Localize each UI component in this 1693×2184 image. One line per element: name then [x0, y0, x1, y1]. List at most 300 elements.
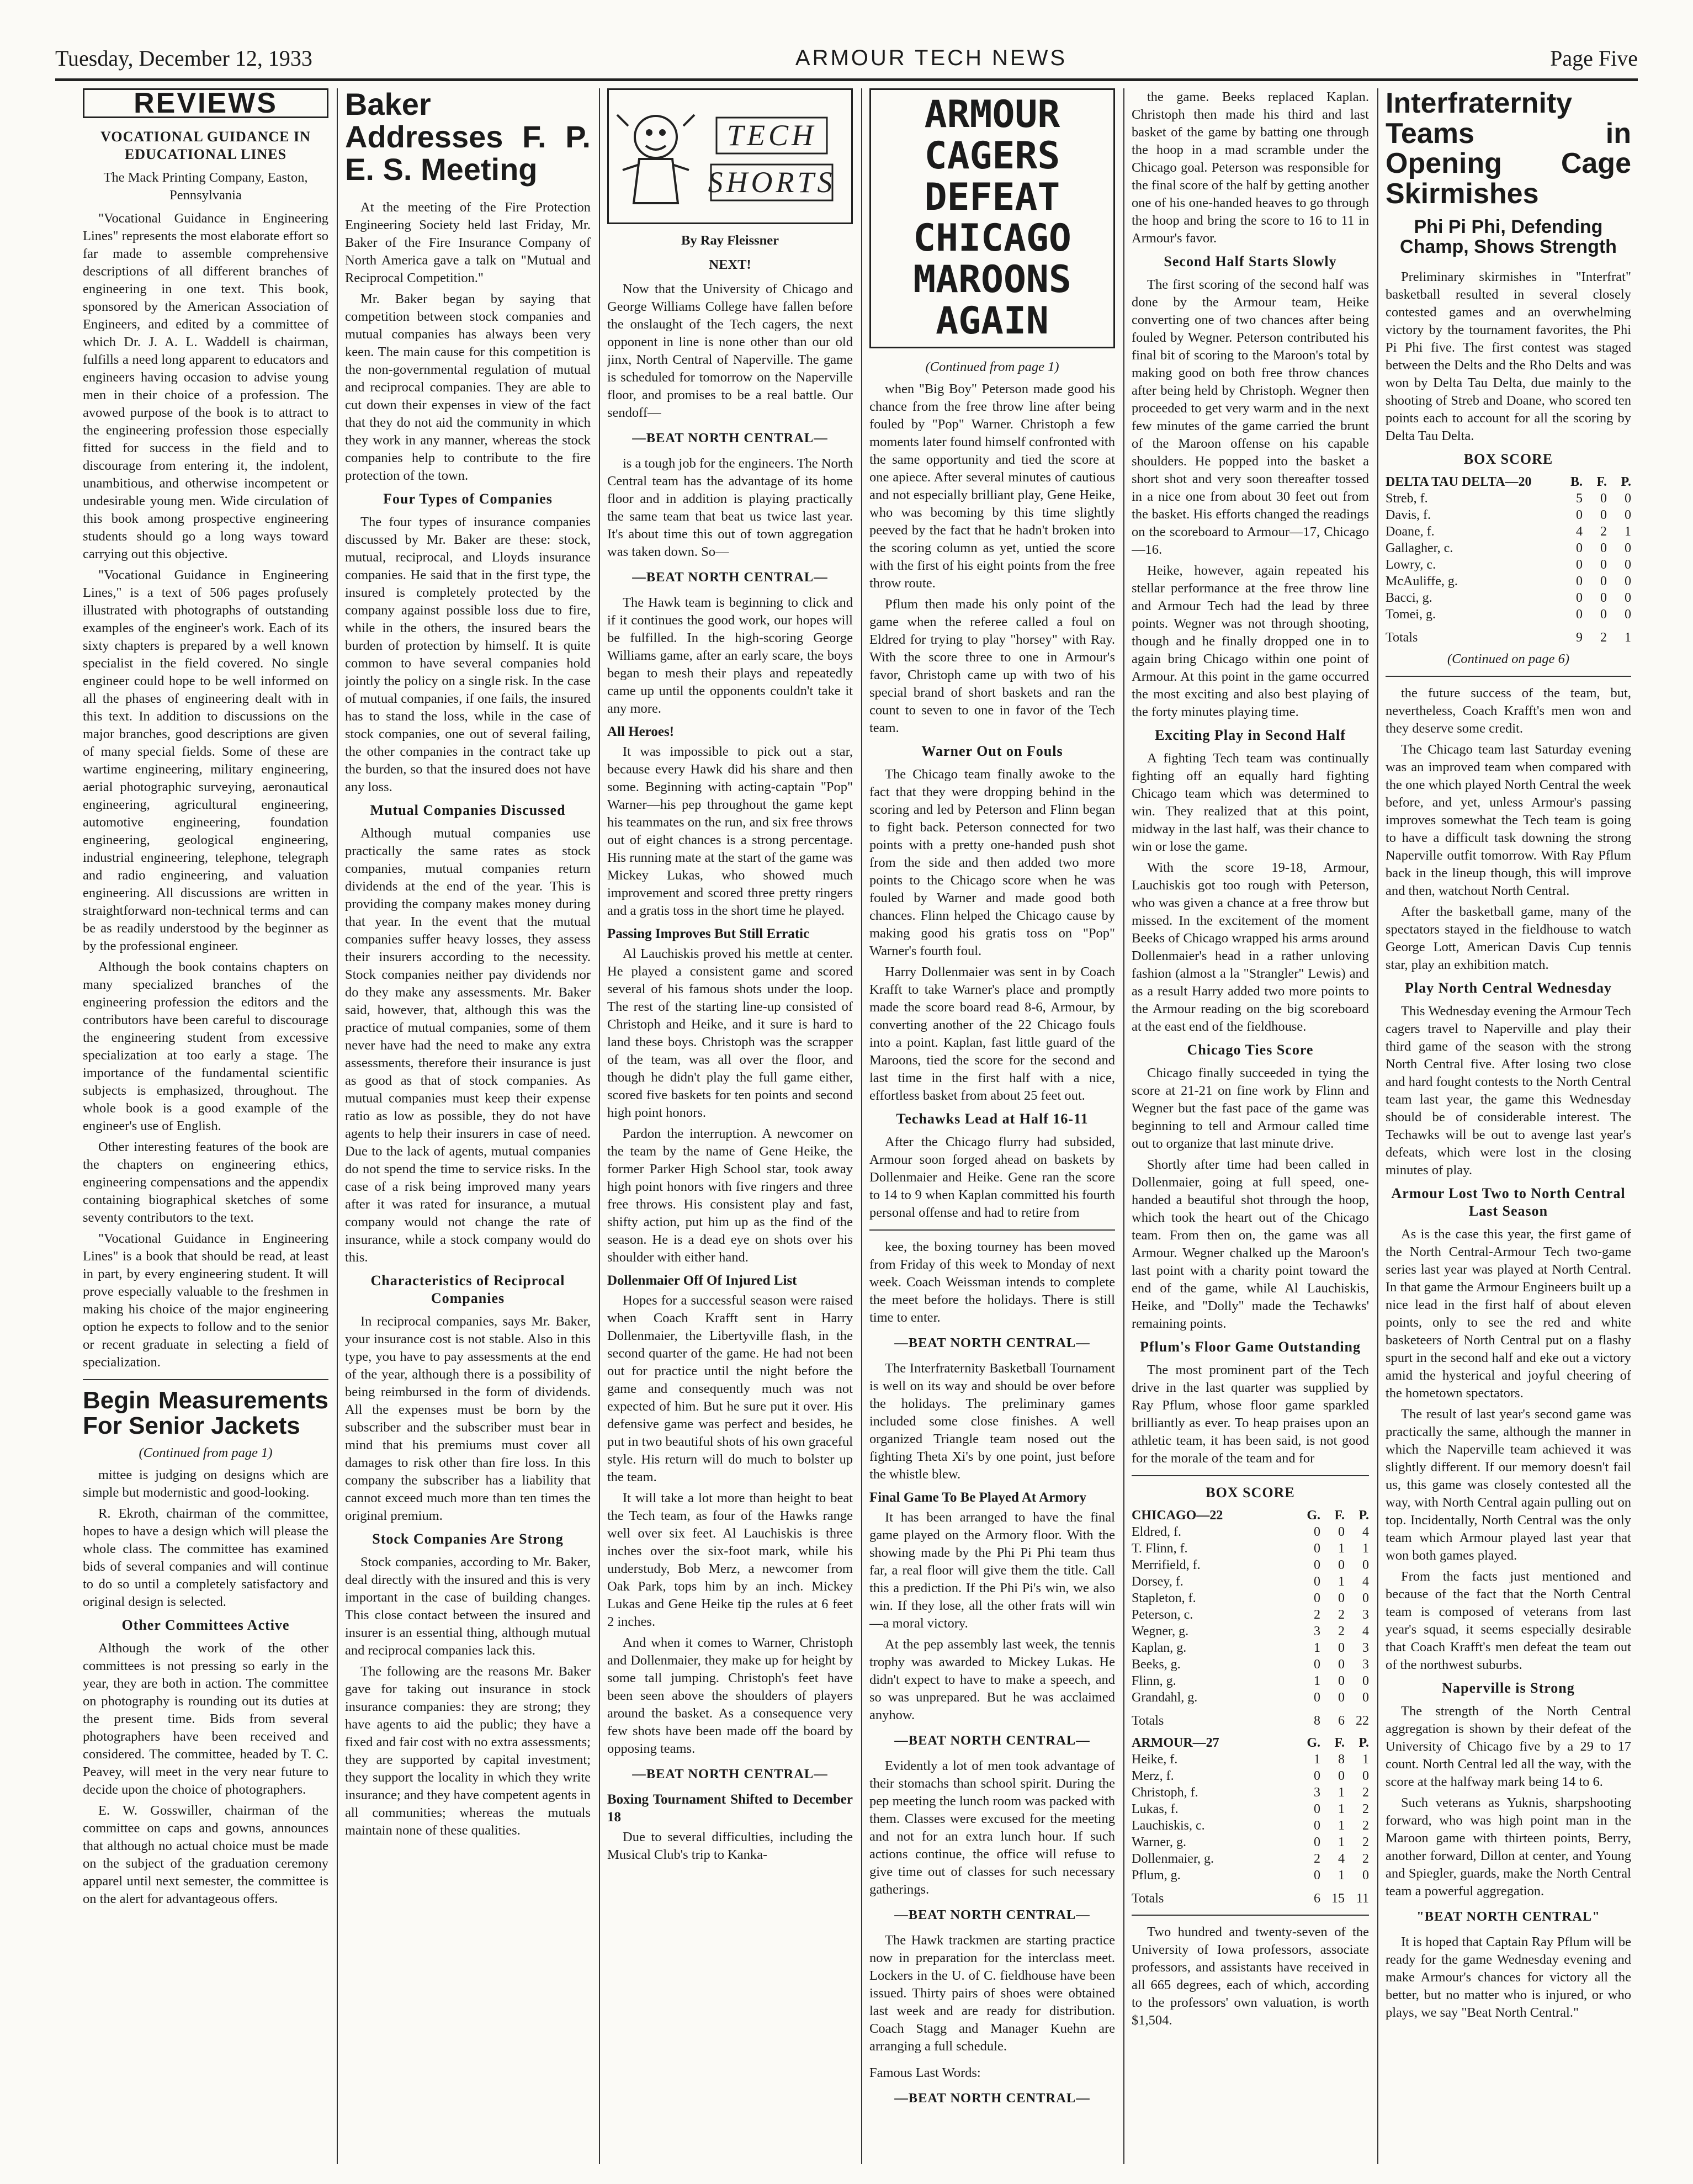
- table-header-row: [1132, 1507, 1369, 1524]
- table-row: [1132, 1817, 1369, 1834]
- player-cell: Merrifield, f.: [1132, 1558, 1201, 1572]
- paragraph: Two hundred and twenty-seven of the University of Iowa professors, associate professors, and assistants have received in all 665 degrees, each of which, according to the professors' own valuation, is worth $1,504.: [1132, 1925, 1369, 2028]
- divider: [869, 1229, 1115, 1231]
- paragraph: Hopes for a successful season were raised when Coach Krafft sent in Harry Dollenmaier, the Libertyville flash, in the second quarter of the game. He had not been out for practice until the night before the game and consequently much was not expected of him. But he sure put it over. His defensive game was perfect and besides, he put in two beautiful shots of his own graceful style. His return will do much to bolster up the team.: [607, 1293, 853, 1485]
- stat-cell: 0: [1625, 607, 1631, 622]
- stat-cell: 2: [1314, 1852, 1320, 1866]
- stat-cell: 1: [1338, 1868, 1345, 1883]
- table-row: [1386, 623, 1631, 646]
- beat-quote: "BEAT NORTH CENTRAL": [1416, 1909, 1600, 1924]
- table-row: [1386, 573, 1631, 590]
- paragraph: It will take a lot more than height to beat the Tech team, as four of the Hawks range well over six feet. Al Lauchiskis is three inches over the six-foot mark, while his understudy, Bob Merz, a newcomer from Oak Park, tops him by an inch. Mickey Lukas and Gene Heike tip the rules at 6 feet 2 inches.: [607, 1491, 853, 1629]
- table-row: [1132, 1751, 1369, 1768]
- stat-cell: 6: [1338, 1714, 1345, 1728]
- jackets-continued: (Continued from page 1): [139, 1445, 273, 1461]
- chicago-box-score: [1132, 1507, 1369, 1729]
- paragraph: "Vocational Guidance in Engineering Lines" is a book that should be read, at least in part, by every engineering student. It will prove especially valuable to the freshmen in making his choice of the major engineering option he expects to follow and to the senior or recent graduate in selecting a field of specialization.: [83, 1231, 328, 1370]
- table-row: [1132, 1607, 1369, 1623]
- dollenmaier-subhead: Dollenmaier Off Of Injured List: [607, 1273, 797, 1288]
- player-cell: Doane, f.: [1386, 524, 1435, 539]
- paragraph: Heike, however, again repeated his stellar performance at the free throw line and Armour Tech had the lead by three points. Wegner was not through shooting, though and he finally dropped one in to again bring Chicago within one point of Armour. At this point in the game occurred the most exciting and also best playing of the forty minutes playing time.: [1132, 563, 1369, 719]
- player-cell: Streb, f.: [1386, 491, 1428, 506]
- beat-north-central: —BEAT NORTH CENTRAL—: [894, 1335, 1090, 1350]
- stat-cell: 0: [1314, 1575, 1320, 1589]
- column-divider: [1123, 88, 1124, 2164]
- logo-line-1: TECH: [726, 119, 816, 152]
- stat-cell: 3: [1362, 1657, 1369, 1672]
- table-row: [1132, 1884, 1369, 1907]
- stat-cell: 15: [1331, 1891, 1345, 1906]
- stat-cell: 0: [1314, 1868, 1320, 1883]
- stat-cell: 0: [1338, 1558, 1345, 1572]
- stat-cell: 0: [1338, 1641, 1345, 1655]
- stat-cell: 0: [1576, 590, 1583, 605]
- play-nc-body: [1386, 1003, 1631, 1179]
- stat-cell: 0: [1362, 1769, 1369, 1783]
- four-types-body: [345, 513, 591, 796]
- other-committees-body: [83, 1640, 328, 1908]
- stat-cell: 1: [1338, 1835, 1345, 1849]
- column-divider: [337, 88, 338, 2164]
- iowa-body: [1132, 1923, 1369, 2029]
- stat-cell: 4: [1576, 524, 1583, 539]
- stat-cell: 2: [1362, 1852, 1369, 1866]
- column-header: G.: [1307, 1508, 1320, 1523]
- stat-cell: 1: [1338, 1819, 1345, 1833]
- stat-cell: 2: [1362, 1802, 1369, 1816]
- armour-box-score: [1132, 1735, 1369, 1907]
- paragraph: Now that the University of Chicago and George Williams College have fallen before the onslaught of the Tech cagers, the next opponent in line is none other than our old jinx, North Central of Naperville. The game is scheduled for tomorrow on the Naperville floor, and promises to be a real battle. Our sendoff—: [607, 282, 853, 420]
- stat-cell: 2: [1600, 524, 1607, 539]
- stat-cell: 0: [1314, 1690, 1320, 1705]
- paragraph: the future success of the team, but, nevertheless, Coach Krafft's men won and they deserve some credit.: [1386, 685, 1631, 736]
- baker-intro: [345, 199, 591, 485]
- stat-cell: 2: [1362, 1835, 1369, 1849]
- stat-cell: 0: [1314, 1802, 1320, 1816]
- paragraph: is a tough job for the engineers. The North Central team has the advantage of its home floor and in addition is playing practically the same team that beat us twice last year. It's about time this out of town aggregation was taken down. So—: [607, 456, 853, 559]
- masthead-rule: [55, 78, 1638, 81]
- stat-cell: 0: [1338, 1690, 1345, 1705]
- player-cell: Lukas, f.: [1132, 1802, 1179, 1816]
- paragraph: mittee is judging on designs which are simple but modernistic and good-looking.: [83, 1467, 328, 1501]
- passing-subhead: Passing Improves But Still Erratic: [607, 926, 810, 941]
- stat-cell: 1: [1338, 1802, 1345, 1816]
- table-row: [1132, 1673, 1369, 1689]
- player-cell: Tomei, g.: [1386, 607, 1436, 622]
- paragraph: It has been arranged to have the final game played on the Armory floor. With the showing made by the Phi Pi Phi team thus far, a real floor will give them the title. Call this a prediction. If the Phi Pi's win, we also win. If they lose, all the other frats will win—a moral victory.: [869, 1509, 1115, 1631]
- stat-cell: 0: [1338, 1525, 1345, 1539]
- column-header: B.: [1570, 474, 1583, 489]
- track-body: [869, 1932, 1115, 2055]
- stat-cell: 2: [1314, 1608, 1320, 1622]
- column-header: P.: [1621, 474, 1631, 489]
- stat-cell: 0: [1600, 574, 1607, 589]
- stat-cell: 1: [1314, 1674, 1320, 1688]
- paragraph: the game. Beeks replaced Kaplan. Christoph then made his third and last basket of the game by batting one through the hoop in a mad scramble under the Chicago goal. Peterson was responsible for the final score of the half by getting another one of his one-handed heaves to go through the hoop and bring the score to 16 to 11 in Armour's favor.: [1132, 89, 1369, 246]
- reviews-title: REVIEWS: [83, 88, 328, 118]
- paragraph: Mr. Baker began by saying that competition between stock companies and mutual companies has always been very keen. The main cause for this competition is the non-governmental regulation of mutual and reciprocal companies. They are able to cut down their expenses in view of the fact that they do not aid the community in which they work in any manner, whereas the stock companies help to contribute to the fire protection of the town.: [345, 291, 591, 484]
- player-cell: Lowry, c.: [1386, 557, 1436, 572]
- game-body-2: [1132, 276, 1369, 721]
- paragraph: Although the book contains chapters on many specialized branches of the engineering profession the editors and the contributors have been careful to discourage the engineering student from excessive specialization at too early a stage. The importance of the fundamental scientific subjects is emphasized, throughout. The whole book is a good example of the engineer's use of English.: [83, 960, 328, 1133]
- stat-cell: 1: [1338, 1785, 1345, 1800]
- paragraph: Such veterans as Yuknis, sharpshooting forward, who was high point man in the Maroon game with thirteen points, Berry, another forward, Dillon at center, and Young and Spiegler, guards, make the North Central team a powerful aggregation.: [1386, 1795, 1631, 1899]
- stat-cell: 0: [1600, 491, 1607, 506]
- stat-cell: 0: [1576, 574, 1583, 589]
- player-cell: Merz, f.: [1132, 1769, 1174, 1783]
- paragraph: The four types of insurance companies discussed by Mr. Baker are these: stock, mutual, reciprocal, and Lloyds insurance companies. He said that in the first type, the insured is completely protected by the company against possible loss due to fire, while in the others, the insured bears the burden of protection by himself. It is quite common to have several companies hold jointly the policy on a single risk. In the case of mutual companies, if one fails, the insured has to stand the loss, while in the case of stock companies, one out of several failing, the other companies in the contract take up the burden, so that the insured does not have any loss.: [345, 515, 591, 795]
- next-heading: NEXT!: [709, 257, 751, 272]
- review-body: [83, 210, 328, 1371]
- player-cell: Eldred, f.: [1132, 1525, 1181, 1539]
- dtd-box-score: [1386, 474, 1631, 646]
- interfrat-subhead: Phi Pi Phi, Defending Champ, Shows Strength: [1400, 216, 1617, 258]
- paragraph: Al Lauchiskis proved his mettle at center. He played a consistent game and scored several of his famous shots under the loop. The rest of the starting line-up consisted of Christoph and Heike, and it sure is hard to land these boys. Christoph was the scrapper of the team, was all over the floor, and though he didn't play the full game either, scored five baskets for ten points and second high point honors.: [607, 946, 853, 1120]
- paragraph: The most prominent part of the Tech drive in the last quarter was supplied by Ray Pflum, whose floor game sparkled brilliantly as ever. To heap praises upon an athletic team, it has been said, is not good for the morale of the team and for: [1132, 1363, 1369, 1466]
- box-score-title: BOX SCORE: [1463, 450, 1553, 467]
- stat-cell: 0: [1362, 1674, 1369, 1688]
- paragraph: R. Ekroth, chairman of the committee, hopes to have a design which will please the whole class. The committee has examined bids of several companies and will continue to do so until a completely satisfactory and original design is selected.: [83, 1506, 328, 1610]
- column-header: F.: [1334, 1736, 1345, 1750]
- stat-cell: 0: [1600, 540, 1607, 555]
- paragraph: The Interfraternity Basketball Tournament is well on its way and should be over before the holidays. The preliminary games included some close finishes. A well organized Triangle team nosed out the fighting Theta Xi's by one point, just before the whistle blew.: [869, 1360, 1115, 1482]
- paragraph: kee, the boxing tourney has been moved from Friday of this week to Monday of next week. Coach Weissman intends to complete the meet before the holidays. There is still time to enter.: [869, 1239, 1115, 1325]
- paragraph: "Vocational Guidance in Engineering Lines" represents the most elaborate effort so far made to assemble comprehensive descriptions of all different branches of engineering in one text. This book, sponsored by the American Association of Engineers, and edited by a committee of which Dr. J. A. L. Waddell is chairman, fulfills a need long apparent to educators and engineers having occasion to advise young men in their choice of a profession. The avowed purpose of the book is to attract to the engineering profession those especially fitted for success in the field and to discourage from entering it, the indolent, unambitious, and otherwise incompetent or undesirable young men. Wide circulation of this book among prospective engineering students should go a long ways toward carrying out this objective.: [83, 211, 328, 561]
- interfrat-continued: (Continued on page 6): [1447, 651, 1570, 666]
- column-divider: [861, 88, 862, 2164]
- table-row: [1132, 1689, 1369, 1706]
- stat-cell: 0: [1625, 507, 1631, 522]
- stock-body: [345, 1554, 591, 1840]
- stat-cell: 0: [1576, 507, 1583, 522]
- stat-cell: 6: [1314, 1891, 1320, 1906]
- stat-cell: 0: [1362, 1868, 1369, 1883]
- stat-cell: 0: [1600, 557, 1607, 572]
- player-cell: Peterson, c.: [1132, 1608, 1193, 1622]
- review-title: VOCATIONAL GUIDANCE IN EDUCATIONAL LINES: [100, 129, 311, 162]
- beat-north-central: —BEAT NORTH CENTRAL—: [632, 1767, 828, 1782]
- final-game-body: [869, 1509, 1115, 1724]
- stat-cell: 1: [1314, 1641, 1320, 1655]
- paragraph: At the meeting of the Fire Protection Engineering Society held last Friday, Mr. Baker of the Fire Insurance Company of North America gave a talk on "Mutual and Reciprocal Competition.": [345, 200, 591, 286]
- stat-cell: 4: [1362, 1624, 1369, 1639]
- player-cell: Flinn, g.: [1132, 1674, 1176, 1688]
- table-row: [1386, 507, 1631, 523]
- paragraph: "Vocational Guidance in Engineering Lines," is a text of 506 pages profusely illustrated with photographs of outstanding examples of the engineer's work. Each of its sixty chapters is prepared by a well known specialist in the field covered. No single engineer could hope to be well informed on all the phases of engineering dealt with in this text. In addition to discussions on the major branches, good descriptions are given of many special fields. Some of these are wartime engineering, military engineering, aerial photographic surveying, aeronautical engineering, agricultural engineering, automotive engineering, foundation engineering, geological engineering, industrial engineering, telephone, telegraph and radio engineering, and valuation engineering. All discussions are written in straightforward non-technical terms and can be as readily understood by the beginner as by the professional engineer.: [83, 568, 328, 953]
- table-row: [1386, 590, 1631, 606]
- paragraph: Pardon the interruption. A newcomer on the team by the name of Gene Heike, the former Parker High School star, took away high point honors with five ringers and three free throws. His consistent play and fast, shifty action, put him up as the find of the season. He is a dead eye on shots over his shoulder with either hand.: [607, 1126, 853, 1265]
- paragraph: After the basketball game, many of the spectators stayed in the fieldhouse to watch George Lott, American Davis Cup tennis star, play an exhibition match.: [1386, 904, 1631, 972]
- famous-last-words: Famous Last Words:: [869, 2065, 981, 2080]
- stat-cell: 0: [1625, 574, 1631, 589]
- stat-cell: 8: [1338, 1752, 1345, 1767]
- table-row: [1132, 1623, 1369, 1640]
- beat-north-central: —BEAT NORTH CENTRAL—: [894, 1732, 1090, 1748]
- stat-cell: 4: [1338, 1852, 1345, 1866]
- stat-cell: 0: [1338, 1657, 1345, 1672]
- player-cell: Bacci, g.: [1386, 590, 1432, 605]
- cagers-headline: ARMOUR CAGERS DEFEAT CHICAGO MAROONS AGAIN: [869, 88, 1115, 348]
- paragraph: Shortly after time had been called in Dollenmaier, going at full speed, one-handed a beautiful shot through the hoop, which took the heart out of the Chicago team. From then on, the game was all Armour. Wegner chalked up the Maroon's last point with a charity point toward the end of the game, while Al Lauchiskis, Heike, and "Dolly" made the Techawks' remaining points.: [1132, 1157, 1369, 1331]
- player-cell: Pflum, g.: [1132, 1868, 1181, 1883]
- game-body-5: [1132, 1361, 1369, 1467]
- table-row: [1132, 1867, 1369, 1884]
- pflum-subhead: Pflum's Floor Game Outstanding: [1139, 1339, 1361, 1355]
- box-score-title: BOX SCORE: [1206, 1485, 1295, 1501]
- other-committees-subhead: Other Committees Active: [121, 1617, 290, 1634]
- player-cell: T. Flinn, f.: [1132, 1541, 1188, 1556]
- table-row: [1132, 1557, 1369, 1573]
- paragraph: The Chicago team last Saturday evening was an improved team when compared with the one which played North Central the week before, and yet, unless Armour's passing improves somewhat the Tech team is going to have a difficult task downing the strong Naperville outfit tomorrow. With Ray Pflum back in the lineup though, this will improve and then, watchout North Central.: [1386, 741, 1631, 898]
- stat-cell: 3: [1362, 1608, 1369, 1622]
- stat-cell: 0: [1625, 540, 1631, 555]
- stat-cell: 2: [1338, 1624, 1345, 1639]
- stat-cell: 0: [1625, 590, 1631, 605]
- tech-shorts-logo: [607, 88, 853, 224]
- table-row: [1132, 1851, 1369, 1867]
- jackets-headline: Begin Measurements For Senior Jackets: [83, 1387, 328, 1440]
- stat-cell: 0: [1314, 1558, 1320, 1572]
- column-divider: [599, 88, 600, 2164]
- stat-cell: 1: [1625, 524, 1631, 539]
- paragraph: A fighting Tech team was continually fighting off an equally hard fighting Chicago team which was determined to win. They realized that at this point, midway in the last half, was their chance to win or lose the game.: [1132, 751, 1369, 854]
- exciting-subhead: Exciting Play in Second Half: [1155, 727, 1346, 743]
- byline: By Ray Fleissner: [681, 233, 779, 248]
- stat-cell: 5: [1576, 491, 1583, 506]
- cagers-body-3: [869, 1133, 1115, 1222]
- paragraph: The result of last year's second game was practically the same, although the manner in which the Naperville team achieved it was slightly different. If our memory doesn't fail us, this game was closely contested all the way, with North Central again pulling out on top. Incidentally, North Central was the only team which Armour played last year that won both games played.: [1386, 1406, 1631, 1563]
- stat-cell: 0: [1600, 590, 1607, 605]
- shorts-g: [607, 1828, 853, 1864]
- team-header: ARMOUR—27: [1132, 1736, 1219, 1750]
- player-cell: Gallagher, c.: [1386, 540, 1453, 555]
- paragraph: The Hawk trackmen are starting practice now in preparation for the interclass meet. Lockers in the U. of C. fieldhouse have been issued. Thirty pairs of shoes were obtained last week and are ready for distribution. Coach Stagg and Manager Kuehn are arranging a full schedule.: [869, 1932, 1115, 2054]
- reciprocal-subhead: Characteristics of Reciprocal Companies: [370, 1273, 565, 1307]
- stat-cell: 3: [1314, 1785, 1320, 1800]
- interfrat-body: [1386, 268, 1631, 445]
- cagers-body-1: [869, 380, 1115, 737]
- column-header: P.: [1358, 1736, 1369, 1750]
- hawk-icon: [612, 93, 849, 220]
- stat-cell: 1: [1362, 1541, 1369, 1556]
- column-3: [607, 88, 853, 2164]
- final-game-subhead: Final Game To Be Played At Armory: [869, 1489, 1087, 1505]
- issue-date: Tuesday, December 12, 1933: [55, 45, 312, 71]
- mutual-subhead: Mutual Companies Discussed: [370, 802, 566, 819]
- stat-cell: 3: [1314, 1624, 1320, 1639]
- heroes-subhead: All Heroes!: [607, 724, 675, 739]
- lost-two-subhead: Armour Lost Two to North Central Last Season: [1391, 1185, 1626, 1219]
- paragraph: Stock companies, according to Mr. Baker, deal directly with the insured and this is very important in the case of building changes. This close contact between the insured and insurer is an essential thing, although mutual and reciprocal companies lack this.: [345, 1555, 591, 1658]
- column-divider: [1377, 88, 1378, 2164]
- player-cell: McAuliffe, g.: [1386, 574, 1458, 589]
- paragraph: With the score 19-18, Armour, Lauchiskis got too rough with Peterson, who was given a chance at a free throw but missed. In the excitement of the moment Beeks of Chicago wrapped his arms around Dollenmaier's head in a rather unloving fashion (almost a la "Strangler" Lewis) and as a result Harry added two more points to the Armour reading on the big scoreboard at the east end of the fieldhouse.: [1132, 860, 1369, 1034]
- four-types-subhead: Four Types of Companies: [383, 491, 553, 507]
- paper-name: ARMOUR TECH NEWS: [795, 45, 1068, 70]
- player-cell: Christoph, f.: [1132, 1785, 1198, 1800]
- mutual-body: [345, 825, 591, 1266]
- paragraph: The strength of the North Central aggregation is shown by their defeat of the University of Chicago five by a 29 to 17 count. North Central led all the way, with the score at the halfway mark being 14 to 6.: [1386, 1703, 1631, 1789]
- stat-cell: 0: [1362, 1591, 1369, 1605]
- stock-subhead: Stock Companies Are Strong: [372, 1531, 564, 1547]
- divider: [83, 1379, 328, 1380]
- stat-cell: 1: [1314, 1752, 1320, 1767]
- table-row: [1132, 1768, 1369, 1784]
- team-header: DELTA TAU DELTA—20: [1386, 474, 1532, 489]
- paragraph: It was impossible to pick out a star, because every Hawk did his share and then some. Beginning with acting-captain "Pop" Warner—his pep throughout the game kept his teammates on the run, and six free throws out of eight chances is a strong percentage. His running mate at the start of the game was Mickey Lukas, who showed much improvement and scored three pretty ringers and a gratis toss in the short time he played.: [607, 744, 853, 918]
- team-header: CHICAGO—22: [1132, 1508, 1223, 1523]
- table-row: [1132, 1540, 1369, 1557]
- paragraph: Although the work of the other committees is not pressing so early in the year, they are both in action. The committee on photography is rounding out its duties at the present time. Bids from several photographers have been received and considered. The committee, headed by T. C. Peavey, will meet in the very near future to decide upon the choice of photographers.: [83, 1641, 328, 1798]
- column-6: [1386, 88, 1631, 2164]
- cagers-body-2: [869, 766, 1115, 1105]
- page-number: Page Five: [1550, 45, 1638, 71]
- shorts-b: [607, 455, 853, 561]
- column-header: P.: [1358, 1508, 1369, 1523]
- player-cell: Totals: [1132, 1714, 1164, 1728]
- table-row: [1386, 556, 1631, 573]
- table-row: [1132, 1573, 1369, 1590]
- column-header: F.: [1334, 1508, 1345, 1523]
- table-row: [1132, 1784, 1369, 1801]
- player-cell: Grandahl, g.: [1132, 1690, 1198, 1705]
- player-cell: Heike, f.: [1132, 1752, 1178, 1767]
- player-cell: Dorsey, f.: [1132, 1575, 1183, 1589]
- column-5: [1132, 88, 1369, 2164]
- play-nc-subhead: Play North Central Wednesday: [1405, 979, 1612, 996]
- baker-headline: Baker Addresses F. P. E. S. Meeting: [345, 88, 591, 187]
- player-cell: Stapleton, f.: [1132, 1591, 1196, 1605]
- review-publisher: The Mack Printing Company, Easton, Pennsylvania: [103, 170, 308, 203]
- naperville-body: [1386, 1703, 1631, 1900]
- table-row: [1132, 1801, 1369, 1817]
- column-1: [83, 88, 328, 2164]
- stat-cell: 3: [1362, 1641, 1369, 1655]
- boxing-subhead: Boxing Tournament Shifted to December 18: [607, 1792, 853, 1825]
- stat-cell: 2: [1362, 1785, 1369, 1800]
- stat-cell: 0: [1576, 607, 1583, 622]
- player-cell: Dollenmaier, g.: [1132, 1852, 1214, 1866]
- shorts-e: [607, 945, 853, 1266]
- table-row: [1132, 1656, 1369, 1673]
- beat-north-central: —BEAT NORTH CENTRAL—: [632, 570, 828, 585]
- stat-cell: 4: [1362, 1575, 1369, 1589]
- column-4: [869, 88, 1115, 2164]
- game-body-4: [1132, 1064, 1369, 1333]
- table-header-row: [1386, 474, 1631, 490]
- stat-cell: 0: [1576, 540, 1583, 555]
- ties-subhead: Chicago Ties Score: [1187, 1042, 1314, 1058]
- player-cell: Totals: [1132, 1891, 1164, 1906]
- stat-cell: 0: [1314, 1819, 1320, 1833]
- paragraph: when "Big Boy" Peterson made good his chance from the free throw line after being fouled by "Pop" Warner. Christoph a few moments later found himself confronted with the same opportunity and tied the score at one apiece. After several minutes of cautious and not especially brilliant play, Gene Heike, who was becoming by this time slightly peeved by the fact that he hadn't broken into the scoring column as yet, untied the score with the first of his eight points from the free throw route.: [869, 381, 1115, 591]
- stat-cell: 8: [1314, 1714, 1320, 1728]
- stat-cell: 0: [1625, 557, 1631, 572]
- table-row: [1132, 1640, 1369, 1656]
- interfrat-headline: Interfraternity Teams in Opening Cage Skirmishes: [1386, 88, 1631, 210]
- logo-line-2: SHORTS: [707, 166, 836, 199]
- player-cell: Wegner, g.: [1132, 1624, 1189, 1639]
- paragraph: The first scoring of the second half was done by the Armour team, Heike converting one of two chances after being fouled by Wegner. Peterson contributed his final bit of scoring to the Maroon's total by making good on both free throw chances after being held by Christoph. Wegner then proceeded to get very warm and in the next few minutes of the game carried the brunt of the Maroon offense on his capable shoulders. He popped into the basket a short shot and very soon thereafter tossed in a nice one from about 30 feet out from the basket. His efforts changed the readings on the scoreboard to Armour—17, Chicago—16.: [1132, 277, 1369, 557]
- paragraph: In reciprocal companies, says Mr. Baker, your insurance cost is not stable. Also in this type, you have to pay assessments at the end of the year, although there is a possibility of being reimbursed in the form of dividends. All the expenses must be born by the subscriber and the subscriber must bear in mind that his premiums must cover all damages to risk other than fire loss. In this company the subscriber has a liability that cannot exceed much more than ten times the original premium.: [345, 1314, 591, 1524]
- stat-cell: 2: [1362, 1819, 1369, 1833]
- stat-cell: 0: [1338, 1591, 1345, 1605]
- pep-body: [869, 1757, 1115, 1899]
- player-cell: Davis, f.: [1386, 507, 1431, 522]
- player-cell: Lauchiskis, c.: [1132, 1819, 1205, 1833]
- table-row: [1386, 540, 1631, 556]
- beat-north-central: —BEAT NORTH CENTRAL—: [894, 1907, 1090, 1922]
- techawks-subhead: Techawks Lead at Half 16-11: [896, 1110, 1089, 1127]
- table-row: [1386, 606, 1631, 623]
- paragraph: This Wednesday evening the Armour Tech cagers travel to Naperville and play their third game of the season with the strong North Central five. After losing two close and hard fought contests to the North Central team last year, the game this Wednesday should be of considerable interest. The Techawks will be out to avenge last year's defeats, which were lost in the closing minutes of play.: [1386, 1003, 1631, 1178]
- beat-north-central: —BEAT NORTH CENTRAL—: [894, 2090, 1090, 2106]
- shorts-a: [607, 280, 853, 422]
- paragraph: Preliminary skirmishes in "Interfrat" basketball resulted in several closely contested games and an overwhelming victory by the tournament favorites, the Phi Pi Phi five. The first contest was staged between the Delts and the Rho Delts and was won by Delta Tau Delta, due mainly to the shooting of Streb and Doane, who scored ten points each to account for all the scoring by Delta Tau Delta.: [1386, 269, 1631, 443]
- interfrat-body: [869, 1360, 1115, 1483]
- shorts-c: [607, 594, 853, 718]
- stat-cell: 4: [1362, 1525, 1369, 1539]
- divider: [1132, 1915, 1369, 1916]
- stat-cell: 0: [1314, 1525, 1320, 1539]
- cagers-continued-body: [1386, 685, 1631, 974]
- naperville-subhead: Naperville is Strong: [1442, 1679, 1575, 1696]
- table-row: [1132, 1706, 1369, 1729]
- stat-cell: 0: [1362, 1690, 1369, 1705]
- player-cell: Beeks, g.: [1132, 1657, 1181, 1672]
- paragraph: Evidently a lot of men took advantage of their stomachs than school spirit. During the pep meeting the lunch room was packed with them. Classes were excused for the meeting and not for an extra lunch hour. If such actions continue, the office will refuse to give time out of classes for such necessary gatherings.: [869, 1758, 1115, 1897]
- paragraph: It is hoped that Captain Ray Pflum will be ready for the game Wednesday evening and make Armour's chances for victory all the better, but no matter who is injured, or who plays, we say "Beat North Central.": [1386, 1934, 1631, 2020]
- masthead: [55, 39, 1638, 77]
- stat-cell: 11: [1356, 1891, 1369, 1906]
- stat-cell: 0: [1314, 1769, 1320, 1783]
- paragraph: E. W. Gosswiller, chairman of the committee on caps and gowns, announces that although no actual choice must be made on the subject of the graduation ceremony apparel until next semester, the committee is on the alert for advantageous offers.: [83, 1803, 328, 1907]
- table-row: [1132, 1590, 1369, 1607]
- player-cell: Warner, g.: [1132, 1835, 1187, 1849]
- boxing-body: [869, 1238, 1115, 1327]
- reciprocal-body: [345, 1313, 591, 1525]
- paragraph: Due to several difficulties, including the Musical Club's trip to Kanka-: [607, 1830, 853, 1862]
- cagers-continued: (Continued from page 1): [925, 359, 1059, 374]
- paragraph: Although mutual companies use practically the same rates as stock companies, mutual companies return dividends at the end of the year. This is providing the company makes money during that year. In the event that the mutual companies suffer heavy losses, they assess their insurers according to the necessity. Stock companies neither pay dividends nor do they make any assessments. Mr. Baker said, however, that, although this was the practice of mutual companies, some of them never have had the need to make any extra assessments, therefore their insurance is just as good as that of stock companies. As mutual companies must keep their expense ratio as low as possible, they do not have agents to help their insurers in case of need. Due to the lack of agents, mutual companies do not spend the time to service risks. In the case of a risk being improved many years after it was rated for insurance, a mutual company would not change the rate of insurance, while a stock company would do this.: [345, 826, 591, 1265]
- stat-cell: 0: [1314, 1591, 1320, 1605]
- paragraph: From the facts just mentioned and because of the fact that the North Central team is composed of veterans from last year's squad, it seems especially desirable that Coach Krafft's men defeat the team out of the northwest suburbs.: [1386, 1568, 1631, 1672]
- game-body-1: [1132, 88, 1369, 247]
- stat-cell: 0: [1600, 607, 1607, 622]
- paragraph: Pflum then made his only point of the game when the referee called a foul on Eldred for trying to play "horsey" with Ray. With the score three to one in Armour's favor, Christoph came up with two of his special brand of short baskets and ran the count to seven to one in favor of the Tech team.: [869, 596, 1115, 735]
- warner-subhead: Warner Out on Fouls: [921, 743, 1063, 759]
- player-cell: Totals: [1386, 630, 1418, 645]
- game-body-3: [1132, 750, 1369, 1036]
- stat-cell: 0: [1576, 557, 1583, 572]
- divider: [1132, 1475, 1369, 1476]
- table-header-row: [1132, 1735, 1369, 1751]
- shorts-f: [607, 1292, 853, 1758]
- table-row: [1386, 490, 1631, 507]
- stat-cell: 0: [1314, 1541, 1320, 1556]
- jackets-body: [83, 1466, 328, 1611]
- paragraph: Chicago finally succeeded in tying the score at 21-21 on fine work by Flinn and Wegner but the fast pace of the game was beginning to tell and Armour called time out to organize that last minute drive.: [1132, 1066, 1369, 1151]
- column-header: G.: [1307, 1736, 1320, 1750]
- shorts-d: [607, 743, 853, 920]
- stat-cell: 22: [1356, 1714, 1369, 1728]
- paragraph: And when it comes to Warner, Christoph and Dollenmaier, they make up for height by some tall jumping. Christoph's feet have been seen above the shoulders of players around the basket. As a consequence very few shots have been made off the board by opposing teams.: [607, 1635, 853, 1756]
- column-2: [345, 88, 591, 2164]
- beat-north-central: —BEAT NORTH CENTRAL—: [632, 431, 828, 446]
- stat-cell: 0: [1338, 1769, 1345, 1783]
- paragraph: The following are the reasons Mr. Baker gave for taking out insurance in stock insurance companies: they are strong; they have agents to aid the public; they have a fixed and fair cost with no extra assessments; they are supported by capital investment; they support the locality in which they write insurance; and they have competent agents in all communities; whereas the mutuals maintain none of these qualities.: [345, 1664, 591, 1838]
- paragraph: As is the case this year, the first game of the North Central-Armour Tech two-game series last year was played at North Central. In that game the Armour Engineers built up a nice lead in the first half of about eleven points, only to see the red and white basketeers of North Central put on a flashy spurt in the second half and eke out a victory amid the hysterical and joyful cheering of the hometown spectators.: [1386, 1226, 1631, 1401]
